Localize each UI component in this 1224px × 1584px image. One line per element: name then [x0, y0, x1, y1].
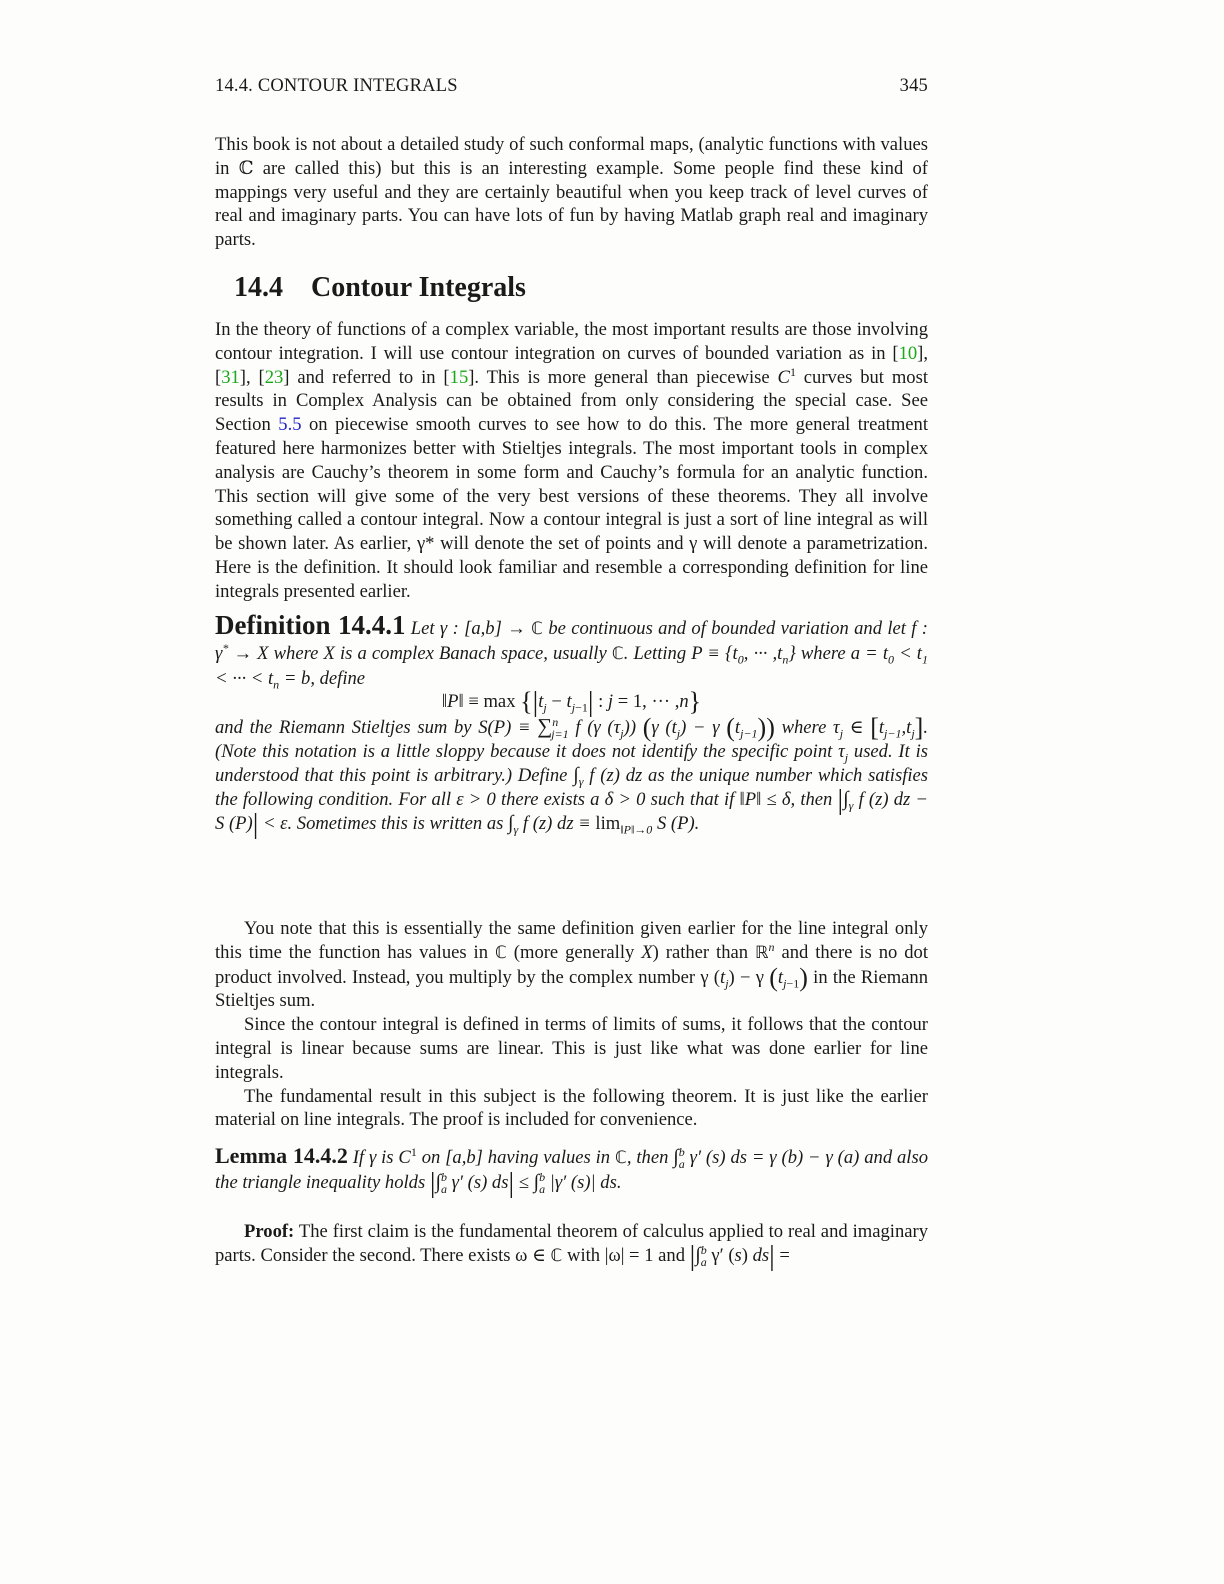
header-section: 14.4. CONTOUR INTEGRALS	[215, 76, 458, 96]
paragraph-line-integral-comparison: You note that this is essentially the same definition given earlier for the line integral only this time the function has values in ℂ (more generally X) rather than ℝ$^n$ and there is no dot product involved. Instead, you multiply by the complex number γ $(t_j) - \gamma$ $(t_{j-1})$ in the Riemann Stieltjes sum.	[215, 918, 929, 1012]
page-number: 345	[899, 76, 928, 96]
running-header	[215, 76, 928, 97]
citation-link-23[interactable]: 23	[264, 366, 284, 388]
citation-link-15[interactable]: 15	[449, 366, 469, 388]
definition-label: Definition 14.4.1	[215, 610, 406, 640]
norm-display-equation: ‖P‖ ≡ $\max \{|t_j - t_{j-1}|$ : j = 1, ··· ,n}	[441, 687, 702, 719]
section-heading	[234, 272, 526, 304]
proof-block: Proof: The first claim is the fundamental theorem of calculus applied to real and imaginary parts. Consider the second. There exists ω ∈ ℂ with |ω| = 1 and |∫$^b_a$ γ′ (s) ds| =	[215, 1221, 928, 1272]
lemma-block: Lemma 14.4.2 If γ is $C^1$ on [a,b] having values in ℂ, then ∫$^b_a$ γ′ (s) ds = γ (b) − γ (a) and also the triangle inequality holds |∫$^b_a$ γ′ (s) ds| ≤ ∫$^b_a$ |γ′ (s)| ds.	[215, 1143, 929, 1199]
proof-label: Proof:	[244, 1221, 295, 1242]
section-paragraph: In the theory of functions of a complex variable, the most important results are those involving contour integration. I will use contour integration on curves of bounded variation as in [10], [31], [23] and referred to in [15]. This is more general than piecewise $C^1$ curves but most results in Complex Analysis can be obtained from only considering the special case. See Section 5.5 on piecewise smooth curves to see how to do this. The more general treatment featured here harmonizes better with Stieltjes integrals. The most important tools in complex analysis are Cauchy’s theorem in some form and Cauchy’s formula for an analytic function. This section will give some of the very best versions of these theorems. They all involve something called a contour integral. Now a contour integral is just a sort of line integral as will be shown later. As earlier, γ* will denote the set of points and γ will denote a parametrization. Here is the definition. It should look familiar and resemble a corresponding definition for line integrals presented earlier.	[215, 319, 929, 602]
section-link-5-5[interactable]: 5.5	[278, 414, 302, 436]
definition-block: Definition 14.4.1 Let γ : [a,b] → ℂ be continuous and of bounded variation and let f : γ* → X where X is a complex Banach space, usually ℂ. Letting $P \equiv \{t_0$, ··· $,t_n$} where $a = t_0 < t_1$ < ··· < $t_n = b$, define ‖P‖ ≡ $\max \{|t_j - t_{j-1}|$ : j = 1, ··· ,n} and the Riemann Stieltjes sum by S(P) ≡ ∑$^n_{j=1}$ f (γ $(\tau_j)$) (γ $(t_j) - \gamma$ $(t_{j-1})$) where $\tau_j$ ∈ $[t_{j-1},t_j]$. (Note this notation is a little sloppy because it does not identify the specific point $\tau_j$ used. It is understood that this point is arbitrary.) Define $\int_\gamma$ f (z) dz as the unique number which satisfies the following condition. For all ε > 0 there exists a δ > 0 such that if ‖P‖ ≤ δ, then $|\int_\gamma$ f (z) dz − S (P)| < ε. Sometimes this is written as $\int_\gamma$ f (z) dz ≡ $\lim_{‖P‖\to 0} S$ (P).	[215, 610, 929, 841]
citation-link-10[interactable]: 10	[898, 342, 918, 364]
intro-paragraph: This book is not about a detailed study of such conformal maps, (analytic functions with values in ℂ are called this) but this is an interesting example. Some people find these kind of mappings very useful and they are certainly beautiful when you keep track of level curves of real and imaginary parts. You can have lots of fun by having Matlab graph real and imaginary parts.	[215, 134, 928, 251]
section-number: 14.4	[234, 272, 283, 303]
paragraph-fundamental-result: The fundamental result in this subject is the following theorem. It is just like the earlier material on line integrals. The proof is included for convenience.	[215, 1085, 928, 1131]
section-title: Contour Integrals	[311, 272, 526, 303]
paragraph-linearity: Since the contour integral is defined in terms of limits of sums, it follows that the contour integral is linear because sums are linear. This is just like what was done earlier for line integrals.	[215, 1014, 928, 1083]
discussion-paragraphs	[215, 917, 928, 1132]
citation-link-31[interactable]: 31	[221, 366, 240, 388]
lemma-label: Lemma 14.4.2	[215, 1143, 348, 1168]
